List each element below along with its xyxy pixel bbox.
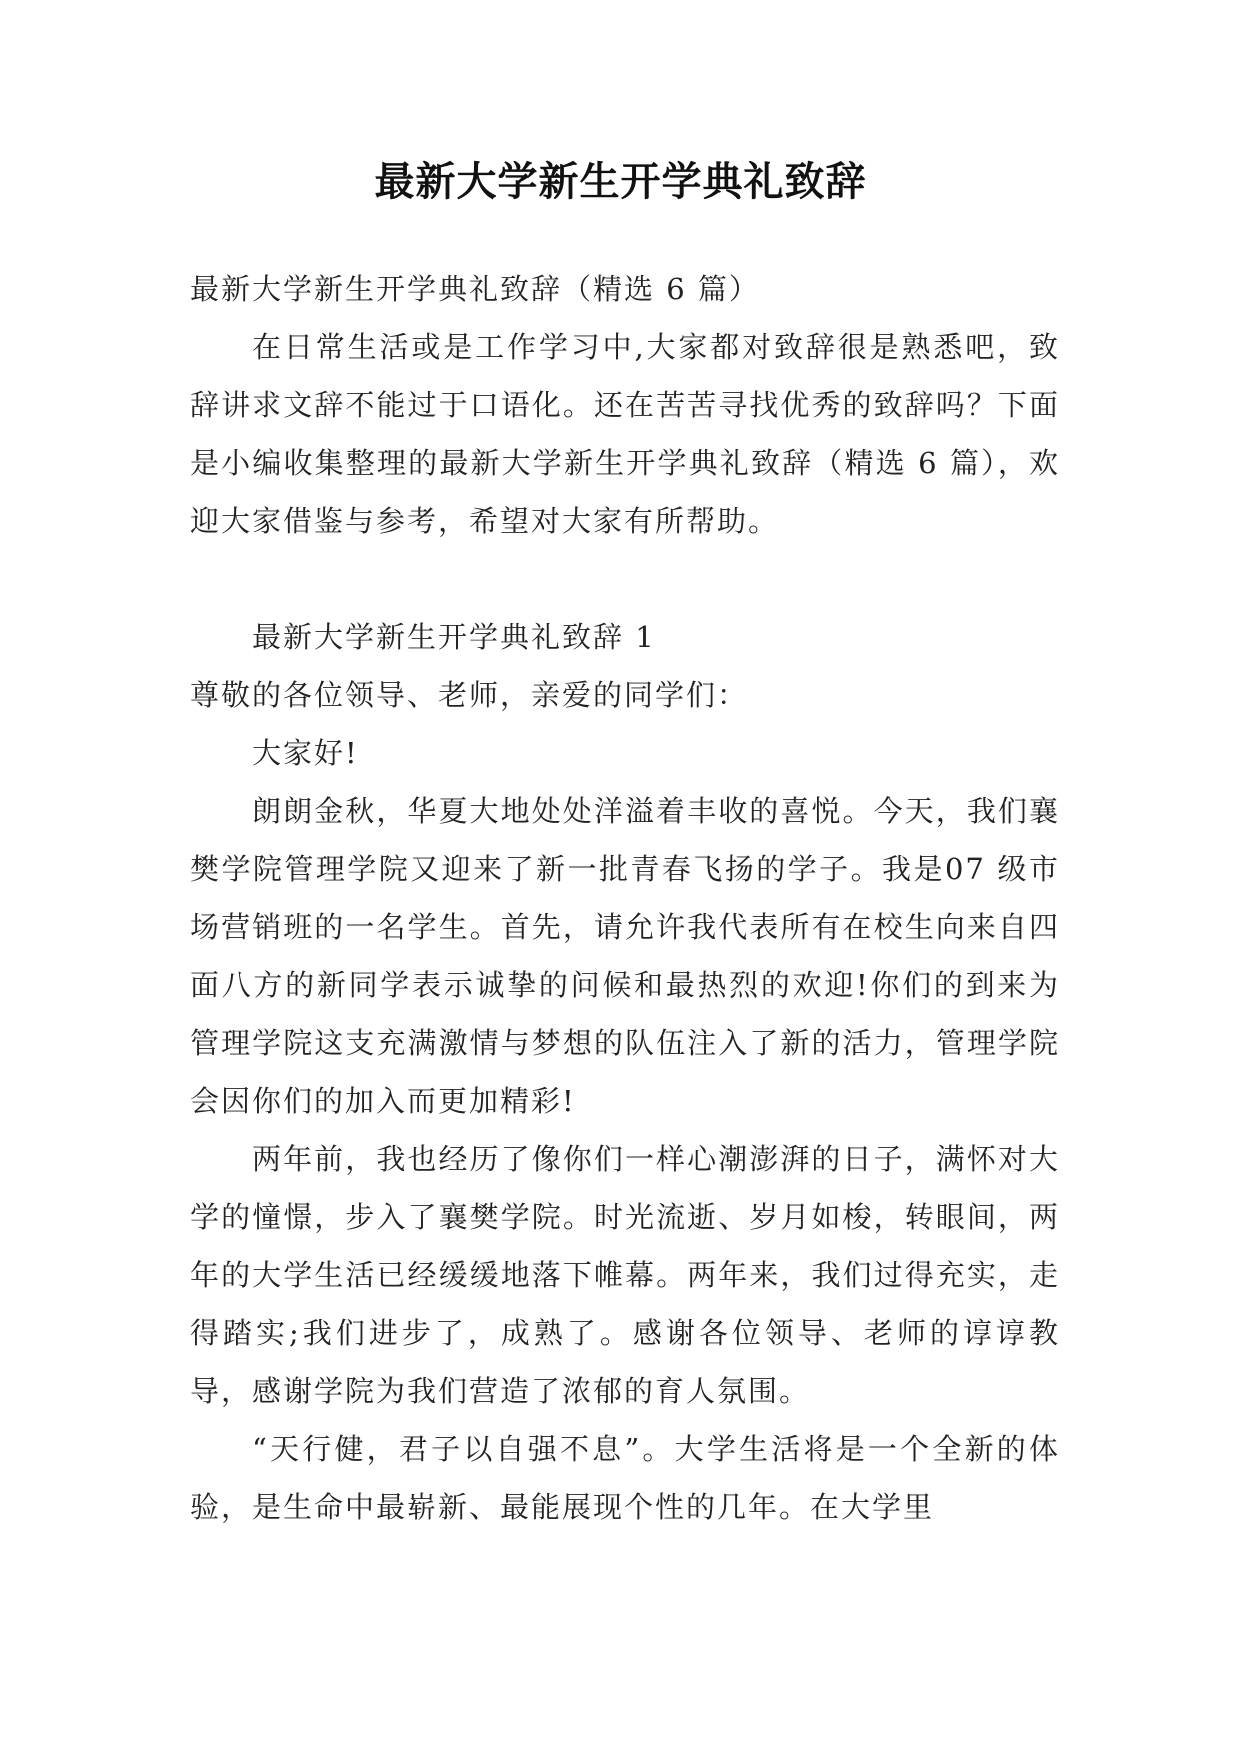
document-body [190,260,1060,1536]
salutation: 尊敬的各位领导、老师，亲爱的同学们： [190,678,749,712]
section-gap [190,550,1060,608]
body-paragraph: “天行健，君子以自强不息”。大学生活将是一个全新的体验，是生命中最崭新、最能展现个性的几年。在大学里 [190,1432,1060,1524]
greeting: 大家好! [252,736,359,770]
section-heading: 最新大学新生开学典礼致辞 1 [252,620,656,654]
body-paragraph: 朗朗金秋，华夏大地处处洋溢着丰收的喜悦。今天，我们襄樊学院管理学院又迎来了新一批青春飞扬的学子。我是07 级市场营销班的一名学生。首先，请允许我代表所有在校生向来自四面八方的新同学表示诚挚的问候和最热烈的欢迎!你们的到来为管理学院这支充满激情与梦想的队伍注入了新的活力，管理学院会因你们的加入而更加精彩! [190,794,1060,1118]
document-subtitle: 最新大学新生开学典礼致辞（精选 6 篇） [190,272,760,306]
body-paragraph: 两年前，我也经历了像你们一样心潮澎湃的日子，满怀对大学的憧憬，步入了襄樊学院。时光流逝、岁月如梭，转眼间，两年的大学生活已经缓缓地落下帷幕。两年来，我们过得充实，走得踏实;我们进步了，成熟了。感谢各位领导、老师的谆谆教导，感谢学院为我们营造了浓郁的育人氛围。 [190,1142,1060,1408]
intro-paragraph: 在日常生活或是工作学习中,大家都对致辞很是熟悉吧，致辞讲求文辞不能过于口语化。还在苦苦寻找优秀的致辞吗？下面是小编收集整理的最新大学新生开学典礼致辞（精选 6 篇），欢迎大家借鉴与参考，希望对大家有所帮助。 [190,330,1060,538]
document-title: 最新大学新生开学典礼致辞 [374,158,867,205]
